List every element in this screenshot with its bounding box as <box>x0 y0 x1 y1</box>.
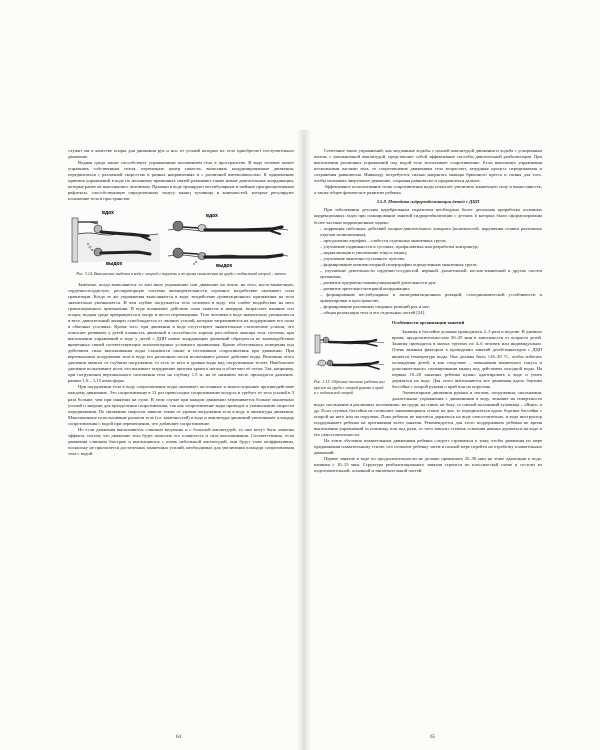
exhale-label-2: выдох <box>216 263 233 269</box>
right-page-number: 65 <box>430 735 435 740</box>
right-paragraph-6: Первое занятие в воде по продолжительности не должно превышать 25–30 мин на этапе адаптации к воде, начиная с 10–15 мин. Структура реабилитационного занятия строится по классической схеме и состоит из подготовительной, основной и заключительной частей. <box>314 456 542 474</box>
list-item: – улучшение подвижности в суставах, профилактика или разработка контрактур; <box>320 243 479 249</box>
list-item: – коррекция побочных действий опорно-двигательного аппарата (конечностей, нарушения осанки различных отделов позвоночника); <box>320 225 542 237</box>
list-item: – улучшение деятельности сердечно-сосудистой, нервной, дыхательной, костно-мышечной и других систем организма; <box>320 267 542 279</box>
right-paragraph-4: Элементарные движения руками и ногами, погружения, скольжения, дыхательные упражнения с движениями в воду, лежание на поверхности воды, скольжение в различных положениях: на груди, на спине, на боку, со сменой положений туловища – «Вниз» и др. Если ступень бассейна не позволяет занимающимся стоять на дне, то передвигаться вдоль бортика бассейна с опорой на него или на поручень. Пока ребенок не научится держаться на воде самостоятельно, в воде инструктор поддерживает ребенка на протяжении всего занятия. Рекомендуется для этого поддерживать ребенка во время выполнения упражнений за поясницу или под руки, от чего зависит степень освоения навыка держаться на воде и его самостоятельности. <box>314 389 542 438</box>
list-item: – формирование вестибулярных и антигравитационных реакций, статодинамической устойчивости и ориентировки в пространстве; <box>320 292 542 304</box>
exhalation-illustration <box>68 206 294 268</box>
section-heading-3-5-8: 3.5.8. Методика гидрореабилитации детей с ДЦП <box>376 199 480 205</box>
page-gutter <box>297 130 311 750</box>
figure-3-14 <box>68 206 294 268</box>
left-page <box>68 148 294 750</box>
list-item: – преодоление атрофии – слабости отдельных мышечных групп; <box>320 237 447 243</box>
left-page-number: 64 <box>176 735 181 740</box>
list-item: – формирование компенсаторной гипертрофии определенных мышечных групп; <box>320 261 478 267</box>
list-item: – развитие предметно-манипуляционной деятельности рук; <box>320 279 437 285</box>
left-paragraph-3: При погружении тела в воду сопротивление воды оказывает постоянное и многостороннее противодействие каждому движению. Это сопротивление в 12 раз превосходит сопротивление воздуха и требует от тела усилий в 3 раза больше, чем при занятиях на суше. В этом случае при каждом движении затрачивается больше мышечных усилий и энергии для преодоления сопротивления, так как сопротивление воды приводит к уменьшению скорости передвижения. По снижению скорости зависит также от уровня погружения тела в воду и амплитуды движения. Максимальное использование рычагов тела (т.е. конечностей) в воде и амплитуды движений увеличивает площадь сопротивления с водой при перемещении, что добавляет сопротивление. <box>68 384 294 426</box>
section-heading-organization: Особенности организации занятий <box>391 320 465 326</box>
correction-tasks-list <box>314 226 542 317</box>
inhale-label-2: вдох <box>206 213 218 220</box>
right-paragraph-3: Занятия в бассейне должны проводиться 2–3 раза в неделю. В дневное время, продолжительностью 30–45 мин в зависимости от возраста детей. Занятия проводятся в малых группах по 4–6 человек или индивидуально. Очень важным фактором в проведении занятий детей-инвалидов с ДЦП является температура воды. Она должна быть +26–30 °С, чтобы избегать охлаждения детей, и как следствие – повышения мышечного тонуса и дополнительного спазмирования мышц под действием холодной воды. На первых 10–20 занятиях ребенка нужно адаптировать к воде и учить держаться на воде. Для этого выполняются все движения вдоль бортика бассейна с опорой руками о край или на поручень. <box>392 329 542 389</box>
figure-3-15-caption: Рис. 3.15. Обучение технике работы ног кролем на груди с опорой руками о край и с подвижной опорой <box>314 379 385 395</box>
inhale-label-1: вдох <box>102 210 114 217</box>
list-item: – формирование различных опорных реакций рук и ног; <box>320 304 431 310</box>
exhale-label-1: выдох <box>106 261 123 268</box>
right-paragraph-1: Эффективное использование силы сопротивления воды помогает увеличить мышечную силу и выносливость, а также общее физическое развитие ребенка. <box>314 184 542 196</box>
list-item: – общая релаксация тела и его отдельных частей [24]. <box>320 310 426 316</box>
list-item: – нормализация и увеличение тонуса мышц; <box>320 249 408 255</box>
right-paragraph-2: При заболевании детским церебральным параличом необходима более детальная проработка основных коррекционных задач при планировании занятий гидрореабилитации с детьми, в которых были сформулированы более частные коррекционные задачи: <box>314 207 542 225</box>
figure-3-15 <box>314 331 386 395</box>
figure-3-14-caption: Рис. 3.14. Выполнение выдохов в воду с опорой о поручень и во время скольжения на груди с подвижной опорой – мячом <box>76 271 286 277</box>
left-paragraph-1: Водная среда также способствует упражнениям положением тела в пространстве. В воде человек может упражнять собственным телом, перемещать центр тяжести, выполнять координированные движения, передвигаться с различной скоростью в разных направлениях и с различной интенсивностью. К применению приемов упражнений в воде по механизму временных связей развивают также новые двигательные координации, которые ранее не выполнялись человеком. Прыжки в воде тренируют вестибулярные и шейные проприоцептивные рефлексы, способствующие определенному тонусу мышц туловища и конечностей, которые регулируют положение тела в пространстве. <box>68 160 294 202</box>
list-item: – улучшение мышечно-суставного чувства; <box>320 255 405 261</box>
ball-glide-drawing <box>168 213 288 268</box>
list-item: – развитие зрительно-моторной координации; <box>320 286 410 292</box>
right-paragraph-5: На этапе обучения плавательным движениям ребенка следует стремиться к тому, чтобы движения по мере продвижения плавательному стилю, что позволит ребенку затем в полной мере перейти на отработку плавательных движений. <box>314 438 542 456</box>
rail-exercise-drawing <box>72 210 160 267</box>
right-page <box>314 148 542 750</box>
left-paragraph-0: служит им в качестве опоры для движения рук и ног, от усилий которых их тело приобретает поступательное движение. <box>68 148 294 160</box>
kicking-illustration <box>314 331 386 377</box>
right-paragraph-0: Сочетание таких упражнений, как медленные ходьбы с полной амплитудой движения и ходьба с ускоренным шагом, с уменьшенной амплитудой, представляет собой эффективные способы двигательной реабилитации. При выполнении различных упражнений под водой тело испытывает сопротивление. Если выполнять упражнения несколькими частями тела, то сопротивление движениям тела возрастает, затрудняя процесс передвижения и сохранения равновесия. Инвалиду потребуется сильно напрягать мышцы брюшного пресса и спины для того, чтобы оказывать энергичное движение, сохраняя равновесие и продвигаться дальше. <box>314 148 542 184</box>
left-paragraph-2: Замечено, когда выполняется то или иное упражнение или движение на земле, на тело, косто-мышечную, сердечнососудистую, респираторную системы жизнедеятельности огромное воздействие оказывает сила гравитации. Когда те же упражнения выполняются в воде, воздействие гравитационного притяжения на тело значительно уменьшается. И чем глубже погружается тело человека в воду, тем слабее воздействие на него гравитационного притяжения. В воде возникают действие силы тяжести и инерции, возрастает влияние сил опоры, водная среда превращается в опору и место перемещения. Тело человека в воде значительно уменьшается в весе, двигательный аппарат освобождается от лишних усилий, которые затрачиваются на поддержание его позы в обычных условиях. Кроме того, при движении в воде отсутствуют значительные статические усилия, что помогает развивать у детей плавность движений и способность хорошо расслаблять мышцы тела, поэтому, при выполнении упражнений в воде у детей с ДЦП новые координации движений образуются во взаимодействии временных связей соответствующих психомоторных условного проявления. Кроме облегченного поведения под действием силы выталкивания воды становится также и источником сопротивления при движении. При вертикальном погружении тела в воду его различные части испытывают разное действие воды. Величина этого давления зависит от глубины погружения, то есть от веса и уровня воды над погруженным телом. Наибольшее давление испытывают ноги, что вызывает затруднение притока крови к ногам и облегчает её отток. Так, например, при погружении вертикального положения тела на глубину 1,5 м, на ее нижнюю часть приходится давление, равное 1,0 – 1,15 атмосферы. <box>68 281 294 384</box>
left-paragraph-4: Но если движения выполняются слишком медленно и с большой амплитудой, то они могут быть лишены эффекта, потому что движение тела будет помогать его плавучесть и сила выталкивания. Соответственно, если движения слишком быстрые и выполняются с очень небольшой амплитудой, они будут тоже неэффективны, поскольку не прилагается достаточных мышечных усилий, необходимых для увеличения площади сопротивления тела с водой. <box>68 426 294 456</box>
